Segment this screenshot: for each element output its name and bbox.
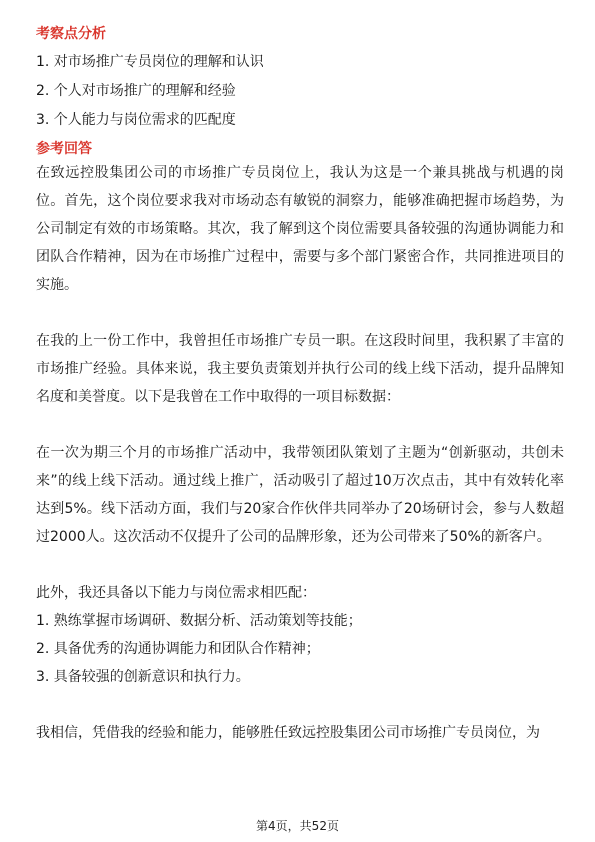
exam-points-heading: 考察点分析 [36, 26, 106, 42]
paragraph-spacer [36, 551, 564, 579]
ability-item: 3. 具备较强的创新意识和执行力。 [36, 669, 250, 685]
exam-point-item: 1. 对市场推广专员岗位的理解和认识 [36, 54, 264, 70]
exam-point-item: 3. 个人能力与岗位需求的匹配度 [36, 112, 236, 128]
paragraph-spacer [36, 299, 564, 327]
paragraph-spacer [36, 411, 564, 439]
page-content [36, 24, 564, 747]
paragraph-spacer [36, 691, 564, 719]
exam-point-item: 2. 个人对市场推广的理解和经验 [36, 83, 236, 99]
answer-heading: 参考回答 [36, 141, 92, 157]
ability-item: 2. 具备优秀的沟通协调能力和团队合作精神； [36, 641, 320, 657]
page-number: 第4页，共52页 [256, 819, 339, 833]
answer-paragraph-1: 在致远控股集团公司的市场推广专员岗位上，我认为这是一个兼具挑战与机遇的岗位。首先，这个岗位要求我对市场动态有敏锐的洞察力，能够准确把握市场趋势，为公司制定有效的市场策略。其次，我了解到这个岗位需要具备较强的沟通协调能力和团队合作精神，因为在市场推广过程中，需要与多个部门紧密合作，共同推进项目的实施。 [36, 165, 564, 293]
answer-paragraph-3: 在一次为期三个月的市场推广活动中，我带领团队策划了主题为“创新驱动，共创未来”的线上线下活动。通过线上推广，活动吸引了超过10万次点击，其中有效转化率达到5%。线下活动方面，我们与20家合作伙伴共同举办了20场研讨会，参与人数超过2000人。这次活动不仅提升了公司的品牌形象，还为公司带来了50%的新客户。 [36, 445, 564, 545]
answer-paragraph-5: 我相信，凭借我的经验和能力，能够胜任致远控股集团公司市场推广专员岗位，为 [36, 725, 540, 741]
answer-paragraph-4-intro: 此外，我还具备以下能力与岗位需求相匹配： [36, 585, 316, 601]
ability-item: 1. 熟练掌握市场调研、数据分析、活动策划等技能； [36, 613, 362, 629]
answer-paragraph-2: 在我的上一份工作中，我曾担任市场推广专员一职。在这段时间里，我积累了丰富的市场推广经验。具体来说，我主要负责策划并执行公司的线上线下活动，提升品牌知名度和美誉度。以下是我曾在工作中取得的一项目标数据： [36, 333, 564, 405]
